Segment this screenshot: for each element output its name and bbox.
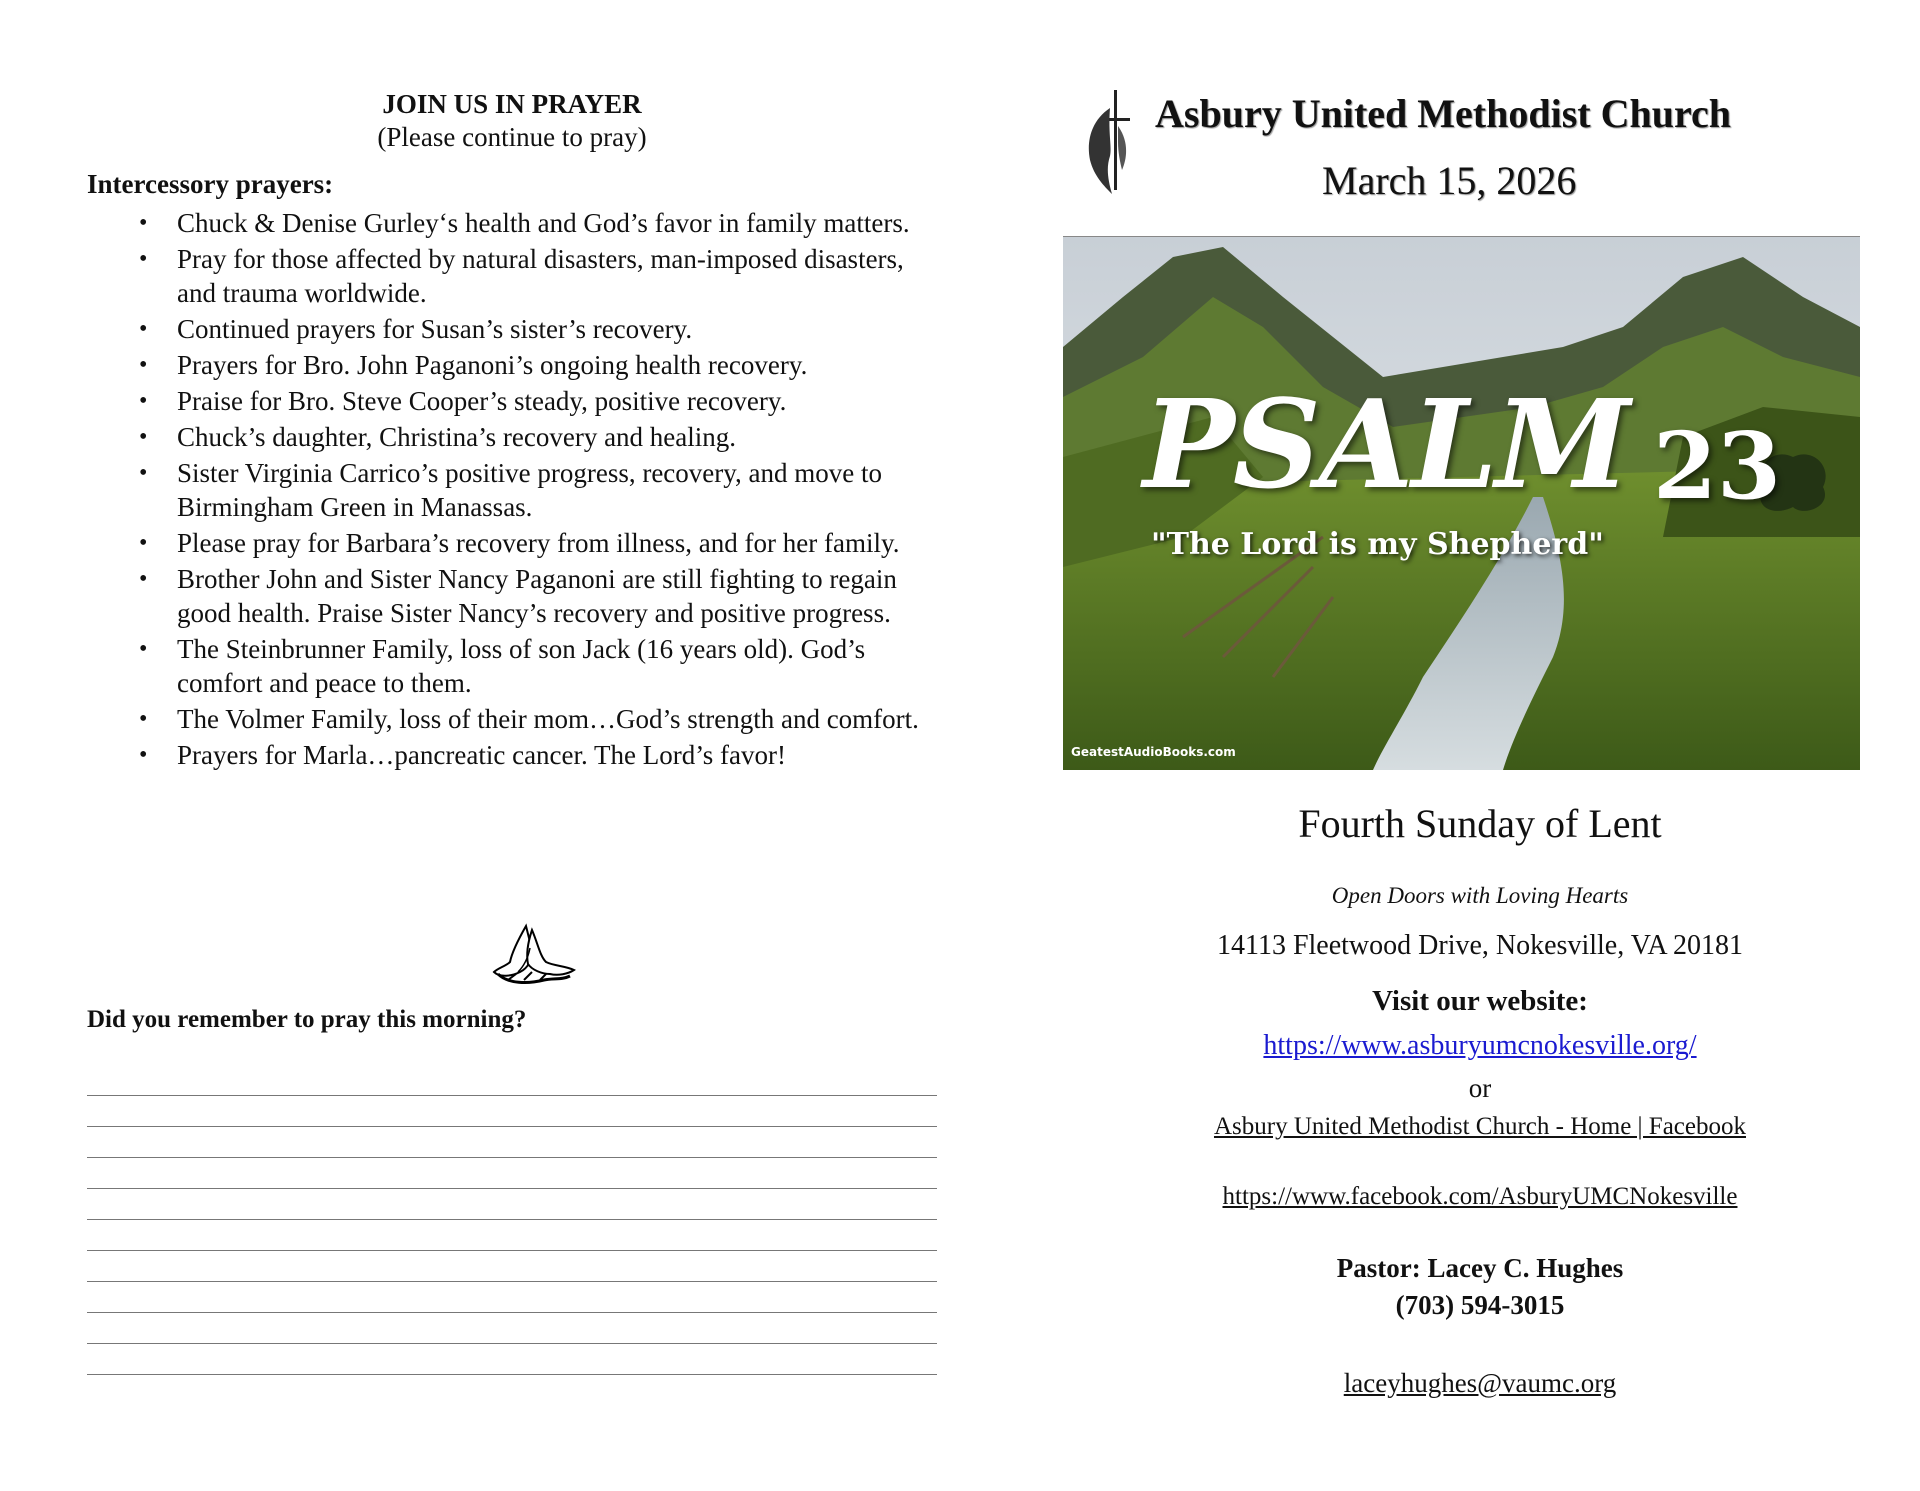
- liturgical-day: Fourth Sunday of Lent: [1298, 801, 1662, 846]
- psalm-title-word: PSALM: [1143, 372, 1629, 516]
- church-tagline: Open Doors with Loving Hearts: [1331, 883, 1629, 908]
- church-name: Asbury United Methodist Church: [1155, 91, 1731, 136]
- visit-website-label: Visit our website:: [1372, 985, 1588, 1017]
- bullet-icon: •: [139, 636, 148, 662]
- list-item: [87, 242, 937, 310]
- bullet-icon: •: [139, 566, 148, 592]
- list-item: [87, 312, 937, 346]
- bullet-icon: •: [139, 742, 148, 768]
- note-line: [87, 1344, 937, 1375]
- note-line: [87, 1158, 937, 1189]
- note-line: [87, 1189, 937, 1220]
- pastor-phone: (703) 594-3015: [1395, 1290, 1565, 1320]
- note-line: [87, 1065, 937, 1096]
- psalm-quote: "The Lord is my Shepherd": [1151, 527, 1604, 562]
- praying-hands-icon: [488, 922, 578, 992]
- prayer-item-text: Chuck & Denise Gurley‘s health and God’s favor in family matters.: [177, 208, 910, 238]
- bullet-icon: •: [139, 246, 148, 272]
- bullet-icon: •: [139, 388, 148, 414]
- note-line: [87, 1251, 937, 1282]
- bullet-icon: •: [139, 210, 148, 236]
- church-address: 14113 Fleetwood Drive, Nokesville, VA 20181: [1216, 930, 1743, 961]
- prayer-item-text: The Volmer Family, loss of their mom…God’s strength and comfort.: [177, 704, 919, 734]
- bullet-icon: •: [139, 424, 148, 450]
- prayer-item-text: Prayers for Bro. John Paganoni’s ongoing health recovery.: [177, 350, 808, 380]
- prayer-item-text: Sister Virginia Carrico’s positive progress, recovery, and move to Birmingham Green in Manassas.: [177, 458, 882, 522]
- remember-prompt: Did you remember to pray this morning?: [87, 1006, 527, 1033]
- bullet-icon: •: [139, 706, 148, 732]
- prayer-item-text: Brother John and Sister Nancy Paganoni are still fighting to regain good health. Praise Sister Nancy’s recovery and positive progress.: [177, 564, 897, 628]
- note-line: [87, 1220, 937, 1251]
- intercessory-label: Intercessory prayers:: [87, 169, 334, 199]
- list-item: [87, 420, 937, 454]
- facebook-url-link[interactable]: https://www.facebook.com/AsburyUMCNokesville: [1222, 1183, 1738, 1210]
- list-item: [87, 384, 937, 418]
- bullet-icon: •: [139, 316, 148, 342]
- prayer-item-text: Chuck’s daughter, Christina’s recovery and healing.: [177, 422, 737, 452]
- list-item: [87, 632, 937, 700]
- or-separator: or: [1468, 1073, 1492, 1103]
- facebook-page-link[interactable]: Asbury United Methodist Church - Home | Facebook: [1213, 1113, 1746, 1140]
- list-item: [87, 702, 937, 736]
- prayer-item-text: Praise for Bro. Steve Cooper’s steady, positive recovery.: [177, 386, 787, 416]
- prayer-item-text: Prayers for Marla…pancreatic cancer. The Lord’s favor!: [177, 740, 786, 770]
- prayer-title: JOIN US IN PRAYER: [382, 89, 642, 119]
- bullet-icon: •: [139, 352, 148, 378]
- pastor-name: Pastor: Lacey C. Hughes: [1336, 1253, 1624, 1283]
- website-link[interactable]: https://www.asburyumcnokesville.org/: [1263, 1030, 1697, 1061]
- prayer-subtitle: (Please continue to pray): [377, 122, 647, 152]
- note-line: [87, 1096, 937, 1127]
- list-item: [87, 526, 937, 560]
- prayer-item-text: Please pray for Barbara’s recovery from illness, and for her family.: [177, 528, 900, 558]
- note-line: [87, 1313, 937, 1344]
- prayer-list: [87, 206, 937, 772]
- note-line: [87, 1127, 937, 1158]
- prayer-page: [87, 88, 937, 774]
- bulletin-date: March 15, 2026: [1322, 158, 1577, 203]
- prayer-item-text: Continued prayers for Susan’s sister’s recovery.: [177, 314, 693, 344]
- list-item: [87, 738, 937, 772]
- psalm-title-number: 23: [1653, 412, 1782, 520]
- note-line: [87, 1282, 937, 1313]
- list-item: [87, 348, 937, 382]
- image-credit: GeatestAudioBooks.com: [1071, 745, 1236, 759]
- list-item: [87, 562, 937, 630]
- cross-and-flame-icon: [1082, 90, 1132, 200]
- psalm-23-banner: [1063, 237, 1860, 770]
- note-lines: [87, 1065, 937, 1375]
- list-item: [87, 456, 937, 524]
- pastor-email-link[interactable]: laceyhughes@vaumc.org: [1343, 1368, 1617, 1398]
- prayer-item-text: The Steinbrunner Family, loss of son Jack (16 years old). God’s comfort and peace to them.: [177, 634, 866, 698]
- bullet-icon: •: [139, 530, 148, 556]
- prayer-item-text: Pray for those affected by natural disasters, man-imposed disasters, and trauma worldwide.: [177, 244, 904, 308]
- list-item: [87, 206, 937, 240]
- bullet-icon: •: [139, 460, 148, 486]
